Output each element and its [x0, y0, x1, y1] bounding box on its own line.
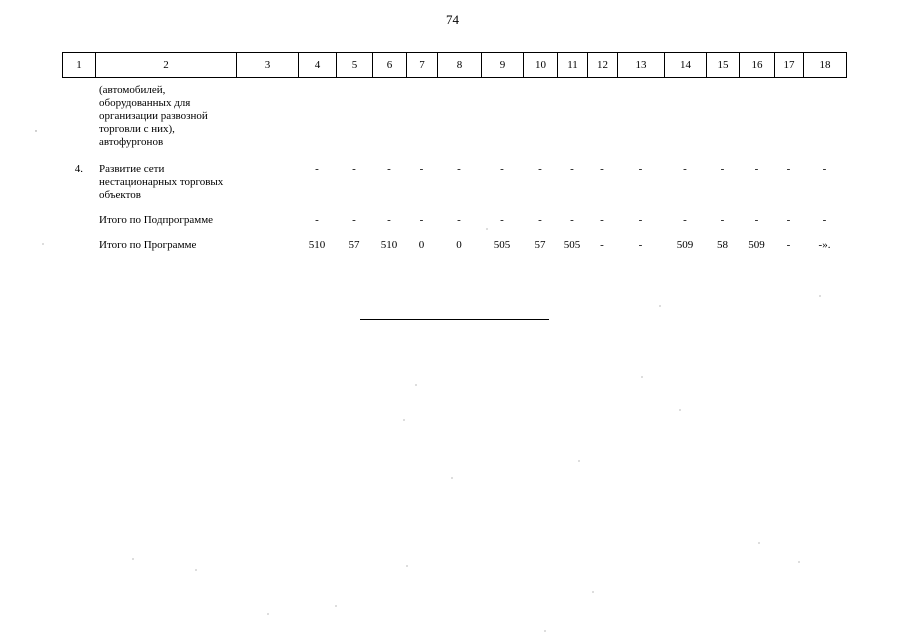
cell: - — [638, 163, 643, 175]
page-number: 74 — [446, 12, 459, 27]
cell: - — [600, 214, 604, 226]
column-number: 13 — [618, 53, 665, 78]
cell: 505 — [563, 239, 581, 251]
column-number: 4 — [299, 53, 337, 78]
cell: - — [315, 214, 319, 226]
cell: - — [754, 163, 759, 175]
column-number: 3 — [237, 53, 299, 78]
column-number: 6 — [373, 53, 407, 78]
cell: 57 — [348, 239, 360, 251]
cell: - — [570, 214, 574, 226]
column-number: 5 — [337, 53, 373, 78]
cell: - — [754, 214, 759, 226]
cell: - — [500, 214, 504, 226]
column-number: 1 — [63, 53, 96, 78]
cell: - — [538, 214, 542, 226]
cell: - — [822, 163, 827, 175]
cell: - — [600, 239, 604, 251]
cell: 509 — [748, 239, 765, 251]
row-name: (автомобилей, оборудованных для организации развозной торговли с них), автофургонов — [99, 84, 208, 148]
cell: - — [457, 214, 461, 226]
cell: - — [538, 163, 542, 175]
column-number: 7 — [407, 53, 438, 78]
cell: - — [683, 214, 687, 226]
cell: -». — [818, 239, 831, 251]
cell: - — [500, 163, 504, 175]
column-number: 12 — [588, 53, 618, 78]
cell: 505 — [493, 239, 511, 251]
cell: - — [822, 214, 827, 226]
cell: 509 — [676, 239, 694, 251]
column-number: 15 — [707, 53, 740, 78]
cell: - — [315, 163, 319, 175]
row-number: 4. — [74, 163, 83, 175]
column-number: 14 — [665, 53, 707, 78]
cell: - — [352, 163, 356, 175]
column-number: 18 — [804, 53, 847, 78]
cell: - — [638, 239, 643, 251]
cell: 58 — [717, 239, 728, 251]
column-number: 8 — [438, 53, 482, 78]
cell: - — [570, 163, 574, 175]
column-number: 17 — [775, 53, 804, 78]
cell: 0 — [418, 239, 425, 251]
column-number: 2 — [96, 53, 237, 78]
column-number: 16 — [740, 53, 775, 78]
column-number: 10 — [524, 53, 558, 78]
column-number: 9 — [482, 53, 524, 78]
cell: - — [419, 163, 424, 175]
cell: - — [720, 163, 725, 175]
cell: 0 — [456, 239, 462, 251]
cell: - — [786, 214, 791, 226]
cell: - — [683, 163, 687, 175]
cell: - — [720, 214, 725, 226]
cell: - — [352, 214, 356, 226]
cell: - — [387, 214, 391, 226]
cell: - — [419, 214, 424, 226]
cell: 510 — [380, 239, 398, 251]
cell: - — [600, 163, 604, 175]
cell: - — [786, 239, 791, 251]
row-name: Развитие сети нестационарных торговых объектов — [99, 163, 224, 201]
cell: 57 — [534, 239, 546, 251]
cell: - — [638, 214, 643, 226]
cell: - — [457, 163, 461, 175]
cell: - — [786, 163, 791, 175]
cell: - — [387, 163, 391, 175]
cell: 510 — [308, 239, 326, 251]
row-name: Итого по Программе — [99, 239, 197, 251]
column-number: 11 — [558, 53, 588, 78]
row-name: Итого по Подпрограмме — [99, 214, 214, 226]
